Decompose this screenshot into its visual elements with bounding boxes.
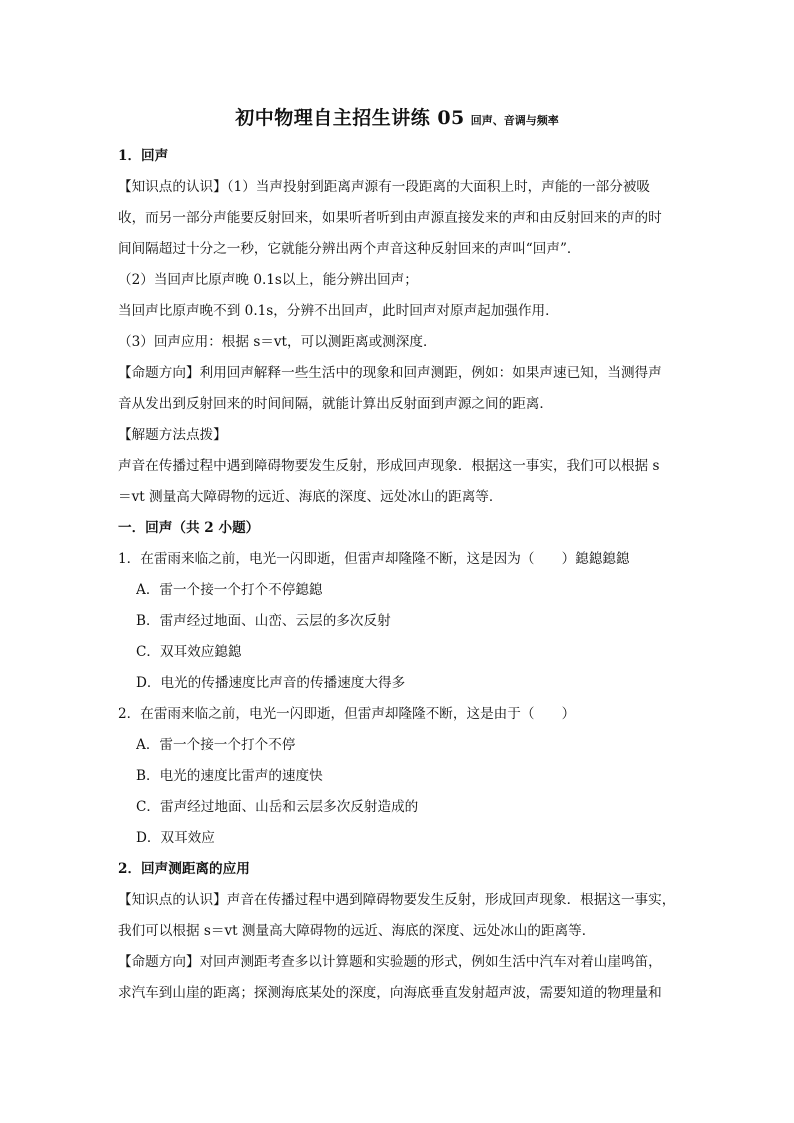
- direction2-paragraph-line-2: 求汽车到山崖的距离；探测海底某处的深度，向海底垂直发射超声波，需要知道的物理量和: [118, 985, 662, 1001]
- knowledge-text: 声音在传播过程中遇到障碍物要发生反射，形成回声现象．根据这一事实，: [226, 892, 676, 908]
- direction-label: 【命题方向】: [118, 954, 200, 970]
- option-text: D．电光的传播速度比声音的传播速度大得多: [136, 675, 406, 691]
- direction-text: 利用回声解释一些生活中的现象和回声测距，例如：如果声速已知，当测得声: [199, 365, 662, 381]
- method-label: 【解题方法点拨】: [118, 427, 227, 443]
- question-1-option-c: [136, 642, 696, 662]
- point-3: （3）回声应用：根据 s＝vt，可以测距离或测深度．: [118, 334, 437, 350]
- option-text: A．雷一个接一个打个不停: [136, 582, 296, 598]
- direction2-paragraph-line-1: [118, 952, 678, 972]
- direction-label: 【命题方向】: [118, 365, 200, 381]
- knowledge2-paragraph-line-2: 我们可以根据 s＝vt 测量高大障碍物的远近、海底的深度、远处冰山的距离等．: [118, 923, 596, 939]
- point-2: （2）当回声比原声晚 0.1s以上，能分辨出回声；: [118, 272, 418, 288]
- option-text: C．双耳效应: [136, 644, 215, 660]
- direction-paragraph-line-2: 音从发出到反射回来的时间间隔，就能计算出反射面到声源之间的距离．: [118, 396, 553, 412]
- part-heading-echo: 一．回声（共 2 小题）: [118, 520, 260, 536]
- title-subtitle: 回声、音调与频率: [470, 114, 559, 127]
- point-2-continued: 当回声比原声晚不到 0.1s，分辨不出回声，此时回声对原声起加强作用．: [118, 303, 559, 319]
- knowledge-label: 【知识点的认识】: [118, 892, 227, 908]
- knowledge-paragraph-line-1: [118, 177, 678, 197]
- knowledge2-paragraph-line-1: [118, 890, 678, 910]
- garbled-text: 鎴鎴: [214, 644, 242, 660]
- question-stem-text: 1．在雷雨来临之前，电光一闪即逝，但雷声却隆隆不断，这是因为（ ）: [118, 551, 576, 567]
- knowledge-paragraph-line-3: 间间隔超过十分之一秒，它就能分辨出两个声音这种反射回来的声叫“回声”．: [118, 241, 581, 257]
- page-title: [0, 103, 794, 130]
- question-1-stem: [118, 549, 678, 569]
- title-main: 初中物理自主招生讲练 05: [235, 107, 465, 129]
- direction-paragraph-line-1: [118, 363, 678, 383]
- knowledge-paragraph-line-2: 收，而另一部分声能要反射回来，如果听者听到由声源直接发来的声和由反射回来的声的时: [118, 210, 662, 226]
- question-2-option-d: D．双耳效应: [136, 830, 215, 846]
- section-heading-echo-distance: 2．回声测距离的应用: [118, 861, 250, 877]
- question-1-option-b: [136, 611, 696, 631]
- direction-text: 对回声测距考查多以计算题和实验题的形式，例如生活中汽车对着山崖鸣笛，: [199, 954, 662, 970]
- question-2-option-c: C．雷声经过地面、山岳和云层多次反射造成的: [136, 799, 419, 815]
- method-paragraph-line-2: ＝vt 测量高大障碍物的远近、海底的深度、远处冰山的距离等．: [118, 489, 503, 505]
- section-heading-echo: 1．回声: [118, 148, 169, 164]
- question-1-option-a: [136, 580, 696, 600]
- method-paragraph-line-1: 声音在传播过程中遇到障碍物要发生反射，形成回声现象．根据这一事实，我们可以根据 s: [118, 458, 660, 474]
- question-2-option-b: B．电光的速度比雷声的速度快: [136, 768, 323, 784]
- garbled-text: 鎴鎴鎴鎴: [575, 551, 630, 567]
- knowledge-text: （1）当声投射到距离声源有一段距离的大面积上时，声能的一部分被吸: [226, 179, 651, 195]
- question-1-option-d: [136, 673, 696, 693]
- question-2-option-a: A．雷一个接一个打个不停: [136, 737, 296, 753]
- option-text: B．雷声经过地面、山峦、云层的多次反射: [136, 613, 391, 629]
- question-2-stem: 2．在雷雨来临之前，电光一闪即逝，但雷声却隆隆不断，这是由于（ ）: [118, 706, 576, 722]
- garbled-text: 鎴鎴: [295, 582, 323, 598]
- knowledge-label: 【知识点的认识】: [118, 179, 227, 195]
